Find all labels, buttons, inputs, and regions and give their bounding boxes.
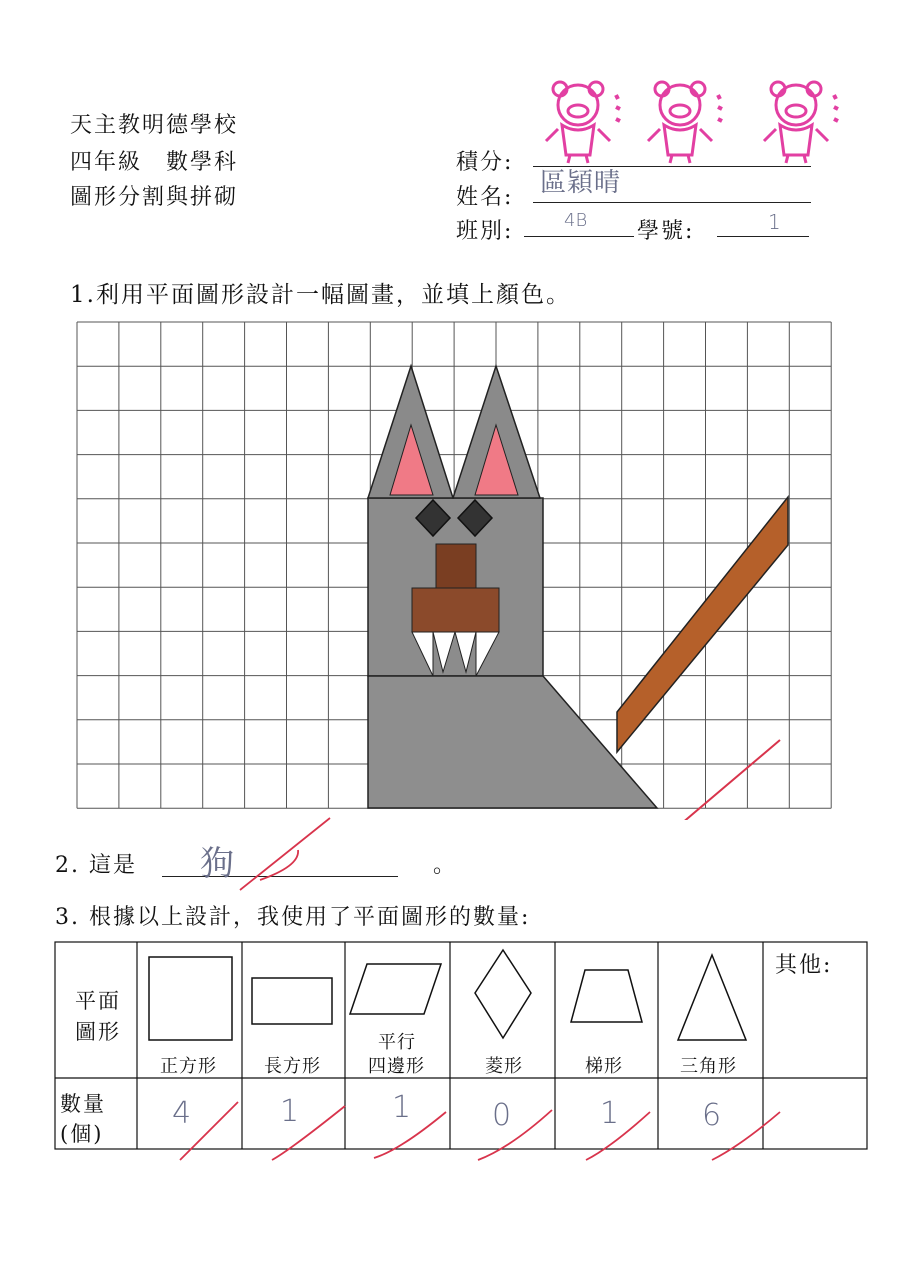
label-square: 正方形 [160, 1056, 217, 1077]
label-other: 其他: [775, 953, 833, 978]
grade-subject: 四年級 數學科 [70, 150, 239, 175]
rhombus-icon [475, 950, 531, 1038]
triangle-icon [678, 955, 746, 1040]
rectangle-icon [252, 978, 332, 1024]
cat-tail [617, 497, 788, 752]
label-parallelogram-1: 平行 [378, 1032, 416, 1053]
parallelogram-icon [350, 964, 441, 1014]
label-triangle: 三角形 [680, 1056, 737, 1077]
count-trapezoid: 1 [600, 1096, 620, 1131]
student-name: 區穎晴 [540, 168, 622, 198]
count-triangle: 6 [702, 1098, 722, 1133]
row-header-count-1: 數量 [60, 1092, 106, 1116]
check-mark-icon [478, 1110, 552, 1160]
row-header-count-2: (個) [60, 1122, 104, 1146]
count-parallelogram: 1 [392, 1090, 412, 1125]
cat-body [368, 676, 657, 808]
question-3-prompt: 3. 根據以上設計，我使用了平面圖形的數量: [55, 905, 531, 930]
mouth [412, 588, 499, 632]
row-header-shapes-2: 圖形 [75, 1020, 121, 1044]
nose [436, 544, 476, 588]
count-rectangle: 1 [280, 1094, 300, 1129]
name-label: 姓名: [456, 185, 514, 210]
row-header-shapes-1: 平面 [75, 989, 121, 1013]
square-icon [149, 957, 232, 1040]
label-parallelogram-2: 四邊形 [368, 1056, 425, 1077]
question-2-end: 。 [433, 853, 458, 878]
count-square: 4 [172, 1096, 192, 1131]
class-value: 4B [564, 210, 588, 231]
count-rhombus: 0 [492, 1098, 512, 1133]
question-1-prompt: 1.利用平面圖形設計一幅圖畫，並填上顏色。 [70, 282, 571, 308]
label-rhombus: 菱形 [485, 1056, 523, 1077]
score-label: 積分: [456, 150, 514, 175]
answer-line [162, 854, 398, 877]
label-rectangle: 長方形 [264, 1056, 321, 1077]
class-label: 班別: [456, 219, 514, 244]
worksheet-topic: 圖形分割與拼砌 [70, 185, 239, 210]
question-2-prompt: 2. 這是 [55, 853, 137, 878]
label-trapezoid: 梯形 [585, 1056, 623, 1077]
school-name: 天主教明德學校 [70, 113, 239, 138]
trapezoid-icon [571, 970, 642, 1022]
number-label: 學號: [637, 219, 695, 244]
check-mark-icon [712, 1112, 780, 1160]
question-2-answer: 狗 [200, 844, 234, 884]
number-value: 1 [768, 210, 781, 234]
